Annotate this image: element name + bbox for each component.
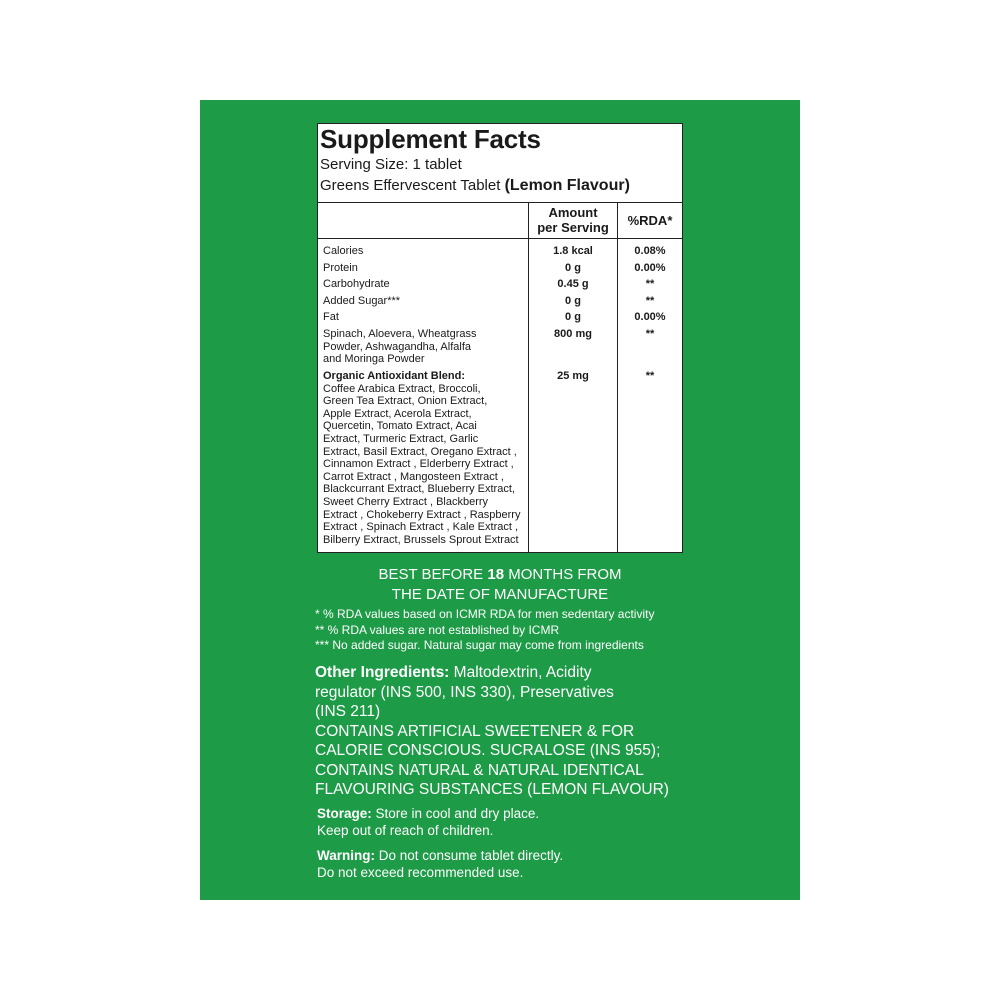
row-label-antioxidant-blend [323, 370, 528, 546]
row-rda-fat: 0.00% [634, 311, 666, 323]
antioxidant-blend-line: Coffee Arabica Extract, Broccoli, [323, 382, 481, 395]
footnote-rda-not-established: ** % RDA values are not established by ICMR [315, 622, 560, 637]
warning-line2: Do not exceed recommended use. [317, 865, 524, 880]
storage-instructions [317, 805, 687, 839]
greens-blend-line: and Moringa Powder [323, 353, 425, 366]
serving-size: Serving Size: 1 tablet [320, 156, 462, 173]
row-rda-calories: 0.08% [634, 245, 666, 257]
best-before-line1 [200, 565, 800, 585]
other-ingredients-line: regulator (INS 500, INS 330), Preservatives [315, 683, 614, 701]
row-amount-antioxidant-blend: 25 mg [557, 370, 589, 382]
footnote-no-added-sugar: *** No added sugar. Natural sugar may come from ingredients [315, 638, 644, 652]
antioxidant-blend-line: Extract , Spinach Extract , Kale Extract , [323, 521, 519, 534]
row-label-greens-blend [323, 328, 528, 366]
best-before-notice [200, 565, 800, 605]
antioxidant-blend-line: Sweet Cherry Extract , Blackberry [323, 495, 489, 508]
column-header-amount [529, 205, 617, 235]
warning-instructions [317, 847, 687, 881]
antioxidant-blend-line: Extract, Turmeric Extract, Garlic [323, 432, 479, 445]
other-ingredients-line: (INS 211) [315, 703, 381, 720]
column-header-rda: %RDA* [627, 213, 673, 228]
row-rda-added-sugar: ** [645, 295, 655, 307]
table-divider-header [318, 238, 682, 239]
antioxidant-blend-title: Organic Antioxidant Blend: [323, 370, 465, 382]
storage-text: Store in cool and dry place. [371, 806, 540, 821]
row-rda-greens-blend: ** [645, 328, 655, 340]
row-amount-carbohydrate: 0.45 g [557, 278, 589, 290]
column-header-amount-line2: per Serving [537, 220, 609, 235]
antioxidant-blend-line: Blackcurrant Extract, Blueberry Extract, [323, 483, 515, 496]
best-before-suffix: MONTHS FROM [504, 566, 622, 583]
row-amount-greens-blend: 800 mg [554, 328, 592, 340]
row-amount-fat: 0 g [565, 311, 581, 323]
other-ingredients-line: CALORIE CONSCIOUS. SUCRALOSE (INS 955); [315, 742, 661, 759]
footnotes [315, 607, 654, 654]
row-label-calories: Calories [323, 245, 364, 257]
best-before-line2: THE DATE OF MANUFACTURE [391, 586, 609, 603]
row-rda-protein: 0.00% [634, 262, 666, 274]
storage-line1 [317, 805, 687, 822]
greens-blend-line: Spinach, Aloevera, Wheatgrass [323, 328, 477, 340]
other-ingredients [315, 663, 685, 800]
antioxidant-blend-line: Extract, Basil Extract, Oregano Extract , [323, 445, 517, 458]
antioxidant-blend-line: Quercetin, Tomato Extract, Acai [323, 420, 477, 433]
row-rda-antioxidant-blend: ** [645, 370, 655, 382]
row-amount-calories: 1.8 kcal [553, 245, 593, 257]
warning-line1 [317, 847, 687, 864]
row-amount-protein: 0 g [565, 262, 581, 274]
label-panel [200, 100, 800, 900]
warning-label: Warning: [317, 848, 375, 863]
other-ingredients-line [315, 663, 685, 683]
antioxidant-blend-line: Carrot Extract , Mangosteen Extract , [323, 470, 504, 483]
other-ingredients-label: Other Ingredients: [315, 664, 450, 681]
best-before-months: 18 [487, 566, 505, 583]
antioxidant-blend-line: Extract , Chokeberry Extract , Raspberry [323, 508, 521, 521]
antioxidant-blend-line: Cinnamon Extract , Elderberry Extract , [323, 458, 514, 471]
warning-text: Do not consume tablet directly. [375, 848, 564, 863]
row-amount-added-sugar: 0 g [565, 295, 581, 307]
footnote-rda-basis: * % RDA values based on ICMR RDA for men sedentary activity [315, 607, 655, 621]
row-rda-carbohydrate: ** [645, 278, 655, 290]
best-before-prefix: BEST BEFORE [378, 566, 488, 583]
product-name [320, 177, 630, 195]
other-ingredients-text: Maltodextrin, Acidity [449, 664, 592, 681]
antioxidant-blend-line: Green Tea Extract, Onion Extract, [323, 395, 488, 408]
table-divider-top [318, 202, 682, 203]
supplement-facts-table [317, 123, 683, 553]
greens-blend-line: Powder, Ashwagandha, Alfalfa [323, 340, 471, 353]
row-label-carbohydrate: Carbohydrate [323, 278, 390, 290]
product-flavour: (Lemon Flavour) [504, 177, 630, 194]
storage-line2: Keep out of reach of children. [317, 823, 494, 838]
other-ingredients-line: FLAVOURING SUBSTANCES (LEMON FLAVOUR) [315, 781, 669, 798]
product-name-prefix: Greens Effervescent Tablet [320, 177, 501, 194]
row-label-added-sugar: Added Sugar*** [323, 295, 401, 307]
other-ingredients-line: CONTAINS ARTIFICIAL SWEETENER & FOR [315, 722, 635, 740]
antioxidant-blend-line: Apple Extract, Acerola Extract, [323, 407, 472, 420]
row-label-protein: Protein [323, 262, 358, 274]
column-header-amount-line1: Amount [548, 205, 598, 220]
storage-label: Storage: [317, 806, 372, 821]
row-label-fat: Fat [323, 311, 339, 323]
facts-title: Supplement Facts [320, 124, 541, 154]
other-ingredients-line: CONTAINS NATURAL & NATURAL IDENTICAL [315, 761, 644, 779]
antioxidant-blend-line: Bilberry Extract, Brussels Sprout Extract [323, 533, 519, 546]
